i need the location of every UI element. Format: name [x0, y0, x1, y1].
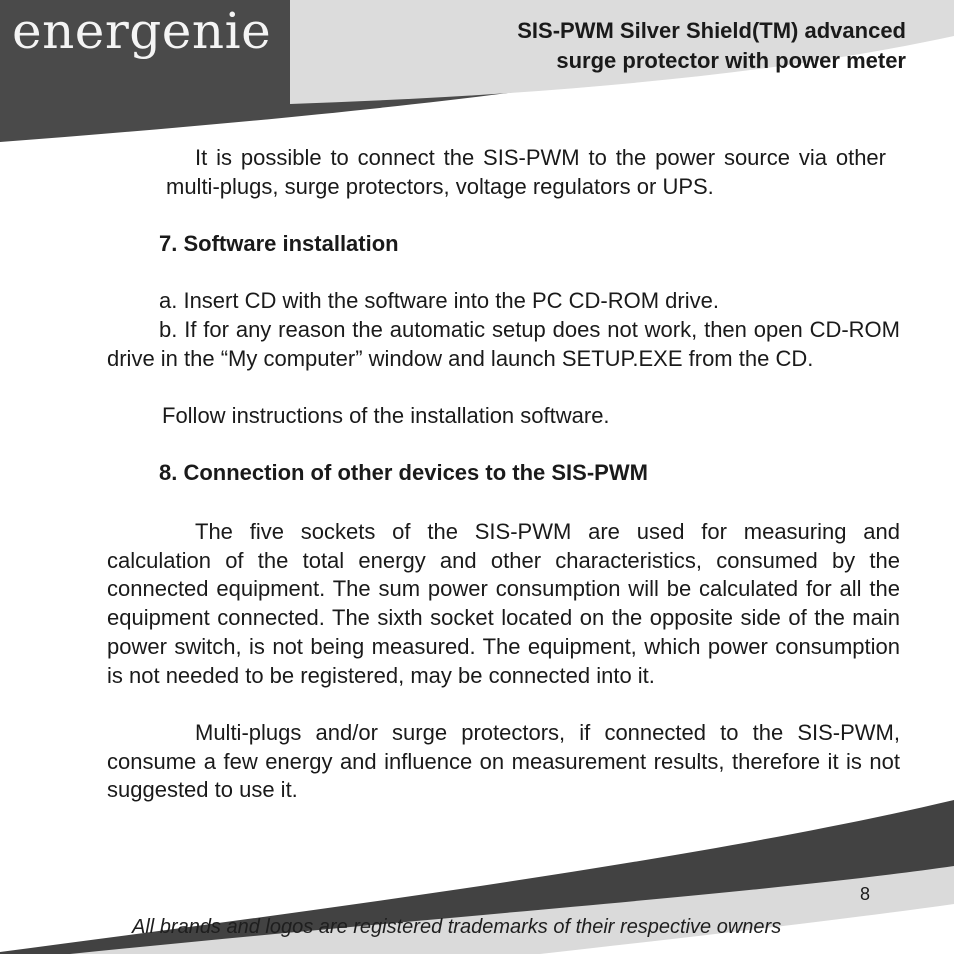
energenie-logo: energenie — [12, 2, 272, 60]
section-7-heading: 7. Software installation — [159, 231, 399, 256]
intro-paragraph: It is possible to connect the SIS-PWM to the power source via other multi-plugs, surge protectors, voltage regulators or UPS. — [166, 145, 886, 199]
install-step-a: a. Insert CD with the software into the PC CD-ROM drive. — [159, 288, 719, 313]
document-title — [517, 16, 906, 76]
install-step-b: b. If for any reason the automatic setup does not work, then open CD-ROM drive in the “My computer” window and launch SETUP.EXE from the CD. — [107, 317, 900, 371]
install-follow-note: Follow instructions of the installation software. — [162, 403, 610, 428]
trademark-note: All brands and logos are registered trademarks of their respective owners — [132, 916, 782, 938]
connection-paragraph-1: The five sockets of the SIS-PWM are used for measuring and calculation of the total energy and other characteristics, consumed by the connected equipment. The sum power consumption will be calculated for all the equipment connected. The sixth socket located on the opposite side of the main power switch, is not being measured. The equipment, which power consumption is not needed to be registered, may be connected into it. — [107, 519, 900, 688]
connection-paragraph-2: Multi-plugs and/or surge protectors, if connected to the SIS-PWM, consume a few energy and influence on measurement results, therefore it is not suggested to use it. — [107, 720, 900, 803]
page-number: 8 — [859, 884, 870, 904]
document-title-line-1: SIS-PWM Silver Shield(TM) advanced — [517, 18, 906, 43]
document-title-line-2: surge protector with power meter — [556, 48, 906, 73]
section-8-heading: 8. Connection of other devices to the SIS-PWM — [159, 460, 648, 485]
